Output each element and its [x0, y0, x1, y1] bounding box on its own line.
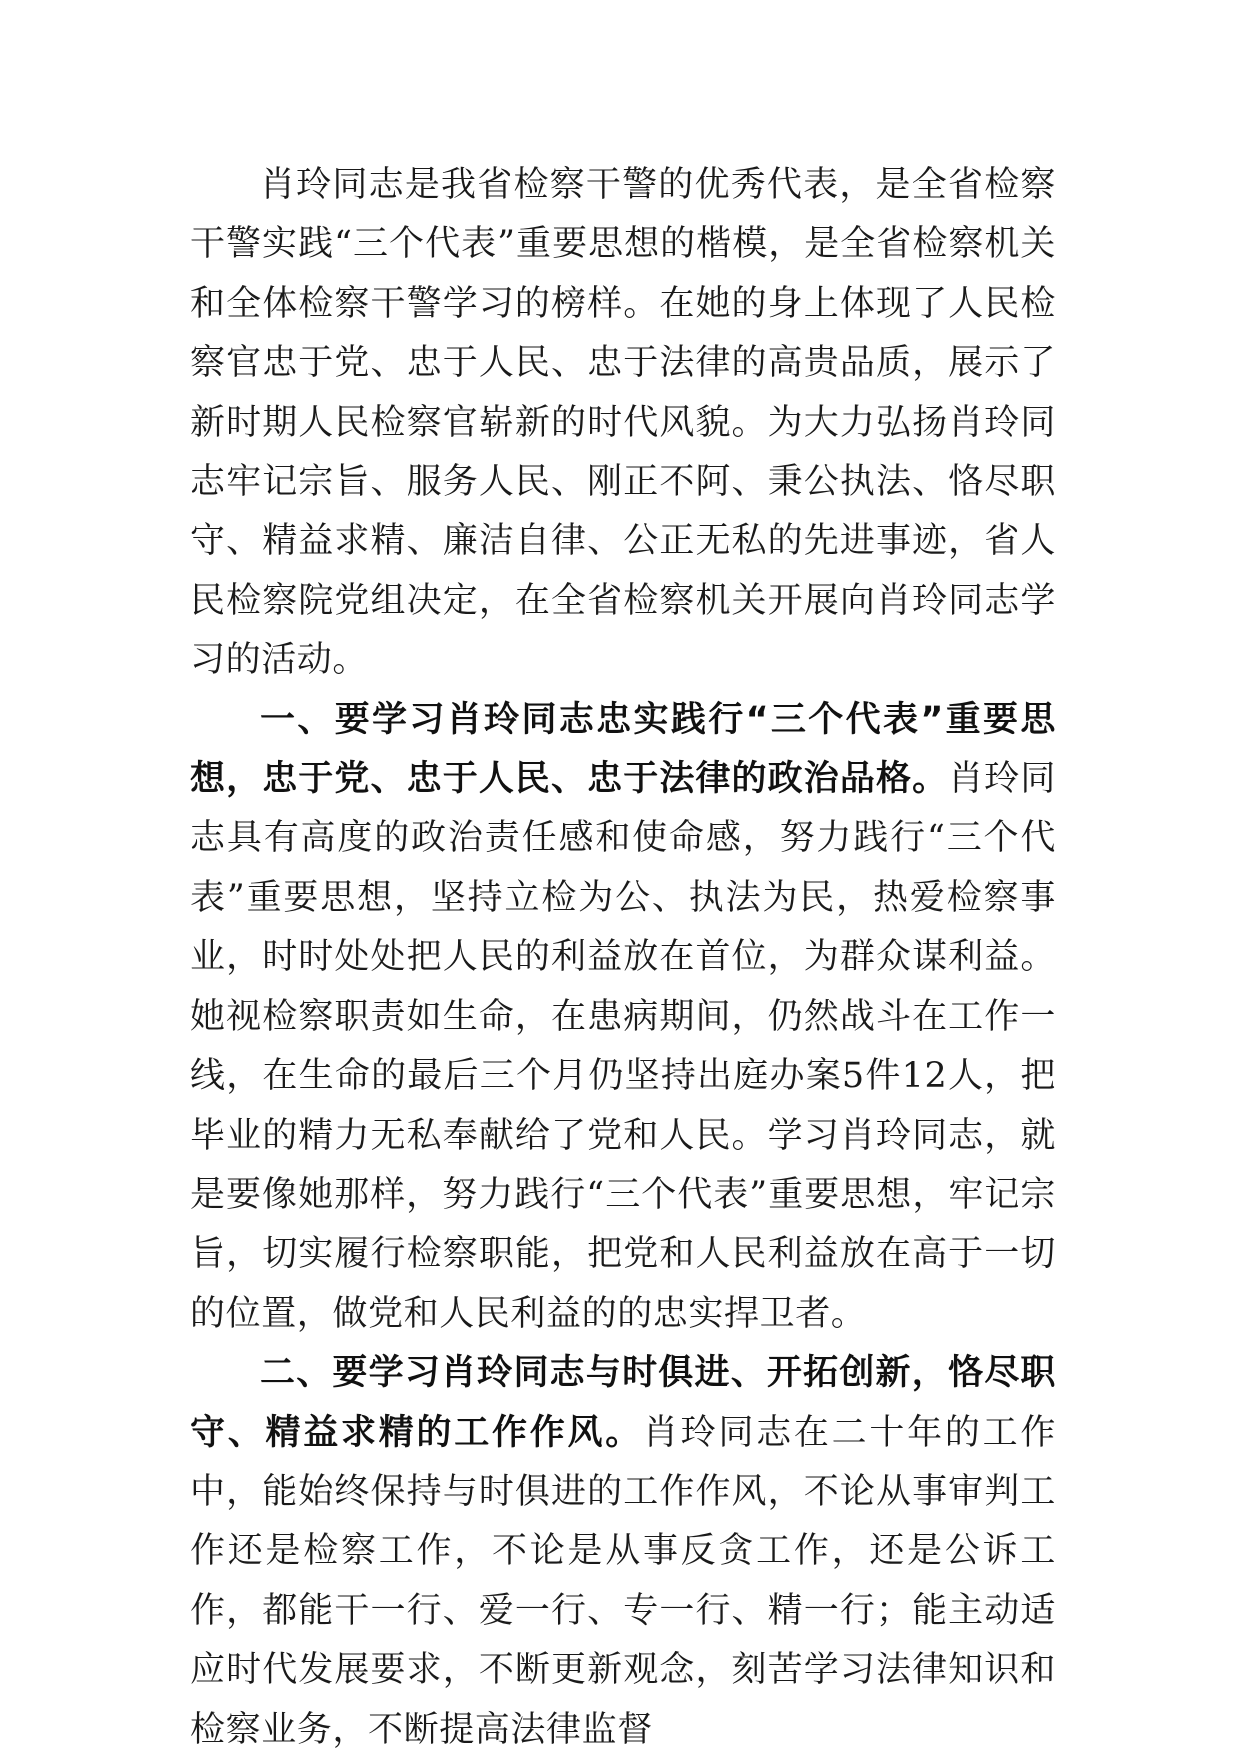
- section-one-body: 肖玲同志具有高度的政治责任感和使命感，努力践行“三个代表”重要思想，坚持立检为公、执法为民，热爱检察事业，时时处处把人民的利益放在首位，为群众谋利益。她视检察职责如生命，在患病期间，仍然战斗在工作一线，在生命的最后三个月仍坚持出庭办案5件12人，把毕业的精力无私奉献给了党和人民。学习肖玲同志，就是要像她那样，努力践行“三个代表”重要思想，牢记宗旨，切实履行检察职能，把党和人民利益放在高于一切的位置，做党和人民利益的的忠实捍卫者。: [190, 759, 1056, 1334]
- section-one-heading: 一、要学习肖玲同志忠实践行“三个代表”重要思想，忠于党、忠于人民、忠于法律的政治品格。: [190, 699, 1056, 800]
- section-two-heading: 二、要学习肖玲同志与时俱进、开拓创新，恪尽职守、精益求精的工作作风。: [190, 1353, 1056, 1453]
- intro-paragraph-text: 肖玲同志是我省检察干警的优秀代表，是全省检察干警实践“三个代表”重要思想的楷模，是全省检察机关和全体检察干警学习的榜样。在她的身上体现了人民检察官忠于党、忠于人民、忠于法律的高贵品质，展示了新时期人民检察官崭新的时代风貌。为大力弘扬肖玲同志牢记宗旨、服务人民、刚正不阿、秉公执法、恪尽职守、精益求精、廉洁自律、公正无私的先进事迹，省人民检察院党组决定，在全省检察机关开展向肖玲同志学习的活动。: [190, 165, 1056, 681]
- section-two-paragraph: [190, 1344, 1056, 1760]
- section-one-paragraph: [190, 691, 1056, 1344]
- section-two-body: 肖玲同志在二十年的工作中，能始终保持与时俱进的工作作风，不论从事审判工作还是检察工作，不论是从事反贪工作，还是公诉工作，都能干一行、爱一行、专一行、精一行；能主动适应时代发展要求，不断更新观念，刻苦学习法律知识和检察业务，不断提高法律监督: [190, 1412, 1057, 1750]
- intro-paragraph: [190, 156, 1056, 691]
- document-body: [190, 156, 1056, 1760]
